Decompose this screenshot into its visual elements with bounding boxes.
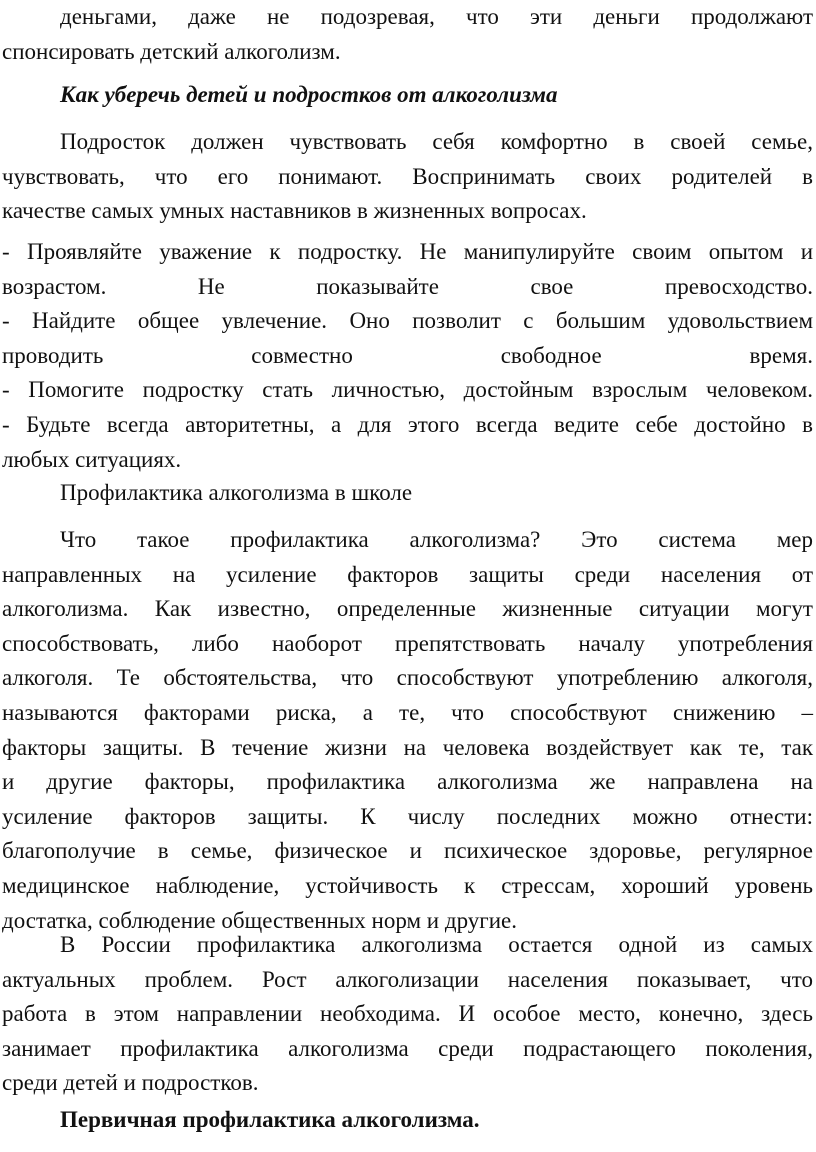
heading-text: Как уберечь детей и подростков от алкоголизма [60, 82, 558, 107]
text-line: называются факторами риска, а те, что способствуют снижению – [2, 699, 813, 725]
text-line: среди детей и подростков. [2, 1070, 259, 1096]
list-item: - Помогите подростку стать личностью, достойным взрослым человеком. [2, 377, 813, 403]
list-item: - Будьте всегда авторитетны, а для этого всегда ведите себе достойно в [2, 411, 813, 437]
list-item: проводить совместно свободное время. [2, 342, 813, 368]
list-item: - Проявляйте уважение к подростку. Не манипулируйте своим опытом и [2, 239, 813, 264]
text-line: В России профилактика алкоголизма остается одной из самых [60, 932, 813, 957]
text-line: благополучие в семье, физическое и психическое здоровье, регулярное [2, 838, 813, 864]
text-line: Что такое профилактика алкоголизма? Это система мер [60, 527, 813, 552]
text-line: факторы защиты. В течение жизни на человека воздействует как те, так [2, 734, 813, 760]
text-line: и другие факторы, профилактика алкоголизма же направлена на [2, 769, 813, 795]
paragraph-teen-comfort [2, 125, 813, 229]
list-item: - Найдите общее увлечение. Оно позволит с большим удовольствием [2, 308, 813, 334]
paragraph-prevention-definition [2, 523, 813, 938]
text-line: медицинское наблюдение, устойчивость к стрессам, хороший уровень [2, 872, 813, 898]
text-line: чувствовать, что его понимают. Воспринимать своих родителей в [2, 163, 813, 189]
text-line: деньгами, даже не подозревая, что эти деньги продолжают [60, 4, 813, 29]
text-line: спонсировать детский алкоголизм. [2, 38, 341, 64]
text-line: усиление факторов защиты. К числу последних можно отнести: [2, 803, 813, 829]
text-line: качестве самых умных наставников в жизненных вопросах. [2, 198, 587, 224]
heading-text: Профилактика алкоголизма в школе [60, 480, 413, 505]
text-line: направленных на усиление факторов защиты среди населения от [2, 561, 813, 587]
heading-text: Первичная профилактика алкоголизма. [60, 1107, 480, 1132]
paragraph-intro [2, 0, 813, 69]
text-line: способствовать, либо наоборот препятствовать началу употребления [2, 630, 813, 656]
section-heading-primary [2, 1103, 813, 1138]
text-line: Подросток должен чувствовать себя комфортно в своей семье, [60, 129, 813, 154]
advice-list [2, 235, 813, 477]
paragraph-russia [2, 928, 813, 1101]
list-item: любых ситуациях. [2, 446, 182, 472]
text-line: достатка, соблюдение общественных норм и другие. [2, 907, 517, 933]
section-heading-school [2, 476, 813, 511]
text-line: алкоголизма. Как известно, определенные жизненные ситуации могут [2, 596, 813, 622]
list-item: возрастом. Не показывайте свое превосходство. [2, 273, 813, 299]
text-line: занимает профилактика алкоголизма среди подрастающего поколения, [2, 1035, 813, 1061]
text-line: актуальных проблем. Рост алкоголизации населения показывает, что [2, 966, 813, 992]
text-line: алкоголя. Те обстоятельства, что способствуют употреблению алкоголя, [2, 665, 813, 691]
text-line: работа в этом направлении необходима. И особое место, конечно, здесь [2, 1001, 813, 1027]
section-heading-italic [2, 78, 813, 113]
